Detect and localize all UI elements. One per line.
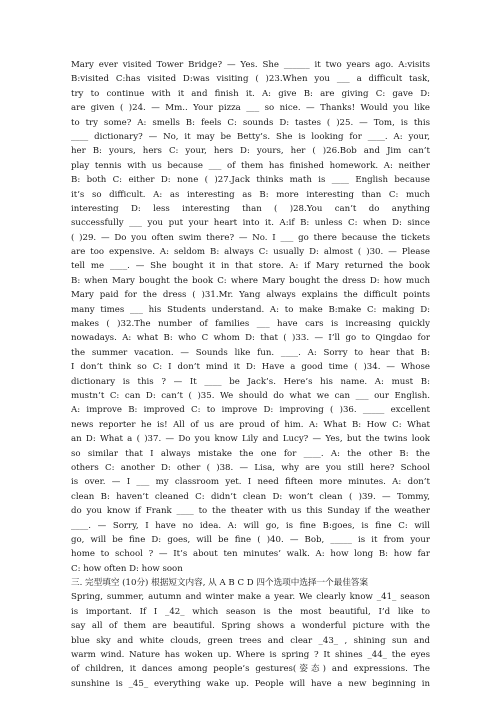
text-line: sunshine is _45_ everything wake up. People will have a new beginning in: [71, 678, 430, 689]
text-line: play tennis with us because ___ of them has finished homework. A: neither: [71, 160, 430, 171]
text-line: C: how often D: how soon: [71, 563, 183, 574]
text-line: is over. — I ___ my classroom yet. I need fifteen more minutes. A: don’t: [71, 477, 430, 488]
text-line: so similar that I always mistake the one for ____. A: the other B: the: [71, 448, 430, 459]
text-line: go, will be fine D: goes, will be fine ( )40. — Bob, _____ is it from your: [71, 534, 430, 545]
text-line: interesting D: less interesting than ( )28.You can’t do anything: [71, 203, 430, 214]
text-line: A: improve B: improved C: to improve D: improving ( )36. _____ excellent: [71, 405, 430, 416]
text-line: the summer vacation. — Sounds like fun. ____. A: Sorry to hear that B:: [71, 347, 430, 358]
text-line: B: both C: either D: none ( )27.Jack thinks math is ____ English because: [71, 175, 430, 186]
text-line: B:visited C:has visited D:was visiting ( )23.When you ___ a difficult task,: [71, 74, 430, 85]
text-line: ____ dictionary? — No, it may be Betty’s. She is looking for ____. A: your,: [71, 131, 430, 142]
text-line: makes ( )32.The number of families ___ have cars is increasing quickly: [71, 319, 430, 330]
section-heading: 三. 完型填空 (10分) 根据短文内容, 从 A B C D 四个选项中选择一个最佳答案: [71, 578, 369, 589]
text-line: others C: another D: other ( )38. — Lisa, why are you still here? School: [71, 462, 430, 473]
text-line: tell me ____. — She bought it in that store. A: if Mary returned the book: [71, 261, 430, 272]
text-line: her B: yours, hers C: your, hers D: yours, her ( )26.Bob and Jim can’t: [71, 146, 430, 157]
text-line: an D: What a ( )37. — Do you know Lily and Lucy? — Yes, but the twins look: [71, 434, 430, 445]
text-line: dictionary is this ? — It ____ be Jack’s. Here’s his name. A: must B:: [71, 376, 430, 387]
text-line: of children, it dances among people’s gestures(姿态) and expressions. The: [71, 664, 430, 675]
text-line: blue sky and white clouds, green trees and clear _43_ , shining sun and: [71, 635, 430, 646]
text-line: it’s so difficult. A: as interesting as B: more interesting than C: much: [71, 189, 430, 200]
text-line: B: when Mary bought the book C: where Mary bought the dress D: how much: [71, 275, 430, 286]
text-line: say all of them are beautiful. Spring shows a wonderful picture with the: [71, 621, 430, 632]
document-page: [71, 58, 430, 691]
text-line: home to school ? — It’s about ten minutes’ walk. A: how long B: how far: [71, 549, 430, 560]
text-line: are given ( )24. — Mm.. Your pizza ___ so nice. — Thanks! Would you like: [71, 103, 430, 114]
text-line: do you know if Frank ____ to the theater with us this Sunday if the weather: [71, 506, 430, 517]
text-line: Mary paid for the dress ( )31.Mr. Yang always explains the difficult points: [71, 290, 430, 301]
text-line: mustn’t C: can D: can’t ( )35. We should do what we can ___ our English.: [71, 390, 430, 401]
text-line: try to continue with it and finish it. A: give B: are giving C: gave D:: [71, 88, 430, 99]
text-line: I don’t think so C: I don’t mind it D: Have a good time ( )34. — Whose: [71, 362, 430, 373]
text-line: Mary ever visited Tower Bridge? — Yes. She ______ it two years ago. A:visits: [71, 60, 430, 70]
text-line: ( )29. — Do you often swim there? — No. I ___ go there because the tickets: [71, 232, 430, 243]
text-line: Spring, summer, autumn and winter make a year. We clearly know _41_ season: [71, 592, 430, 603]
text-line: warm wind. Nature has woken up. Where is spring ? It shines _44_ the eyes: [71, 650, 430, 661]
text-line: to try some? A: smells B: feels C: sounds D: tastes ( )25. — Tom, is this: [71, 117, 430, 128]
text-line: news reporter he is! All of us are proud of him. A: What B: How C: What: [71, 419, 430, 430]
text-line: ____. — Sorry, I have no idea. A: will go, is fine B:goes, is fine C: will: [71, 520, 430, 531]
text-line: successfully ___ you put your heart into it. A:if B: unless C: when D: since: [71, 218, 430, 229]
text-line: are too expensive. A: seldom B: always C: usually D: almost ( )30. — Please: [71, 247, 430, 258]
text-line: nowadays. A: what B: who C whom D: that ( )33. — I’ll go to Qingdao for: [71, 333, 430, 344]
text-line: clean B: haven’t cleaned C: didn’t clean D: won’t clean ( )39. — Tommy,: [71, 491, 430, 502]
text-line: is important. If I _42_ which season is the most beautiful, I’d like to: [71, 606, 430, 617]
text-line: many times ___ his Students understand. A: to make B:make C: making D:: [71, 304, 430, 315]
